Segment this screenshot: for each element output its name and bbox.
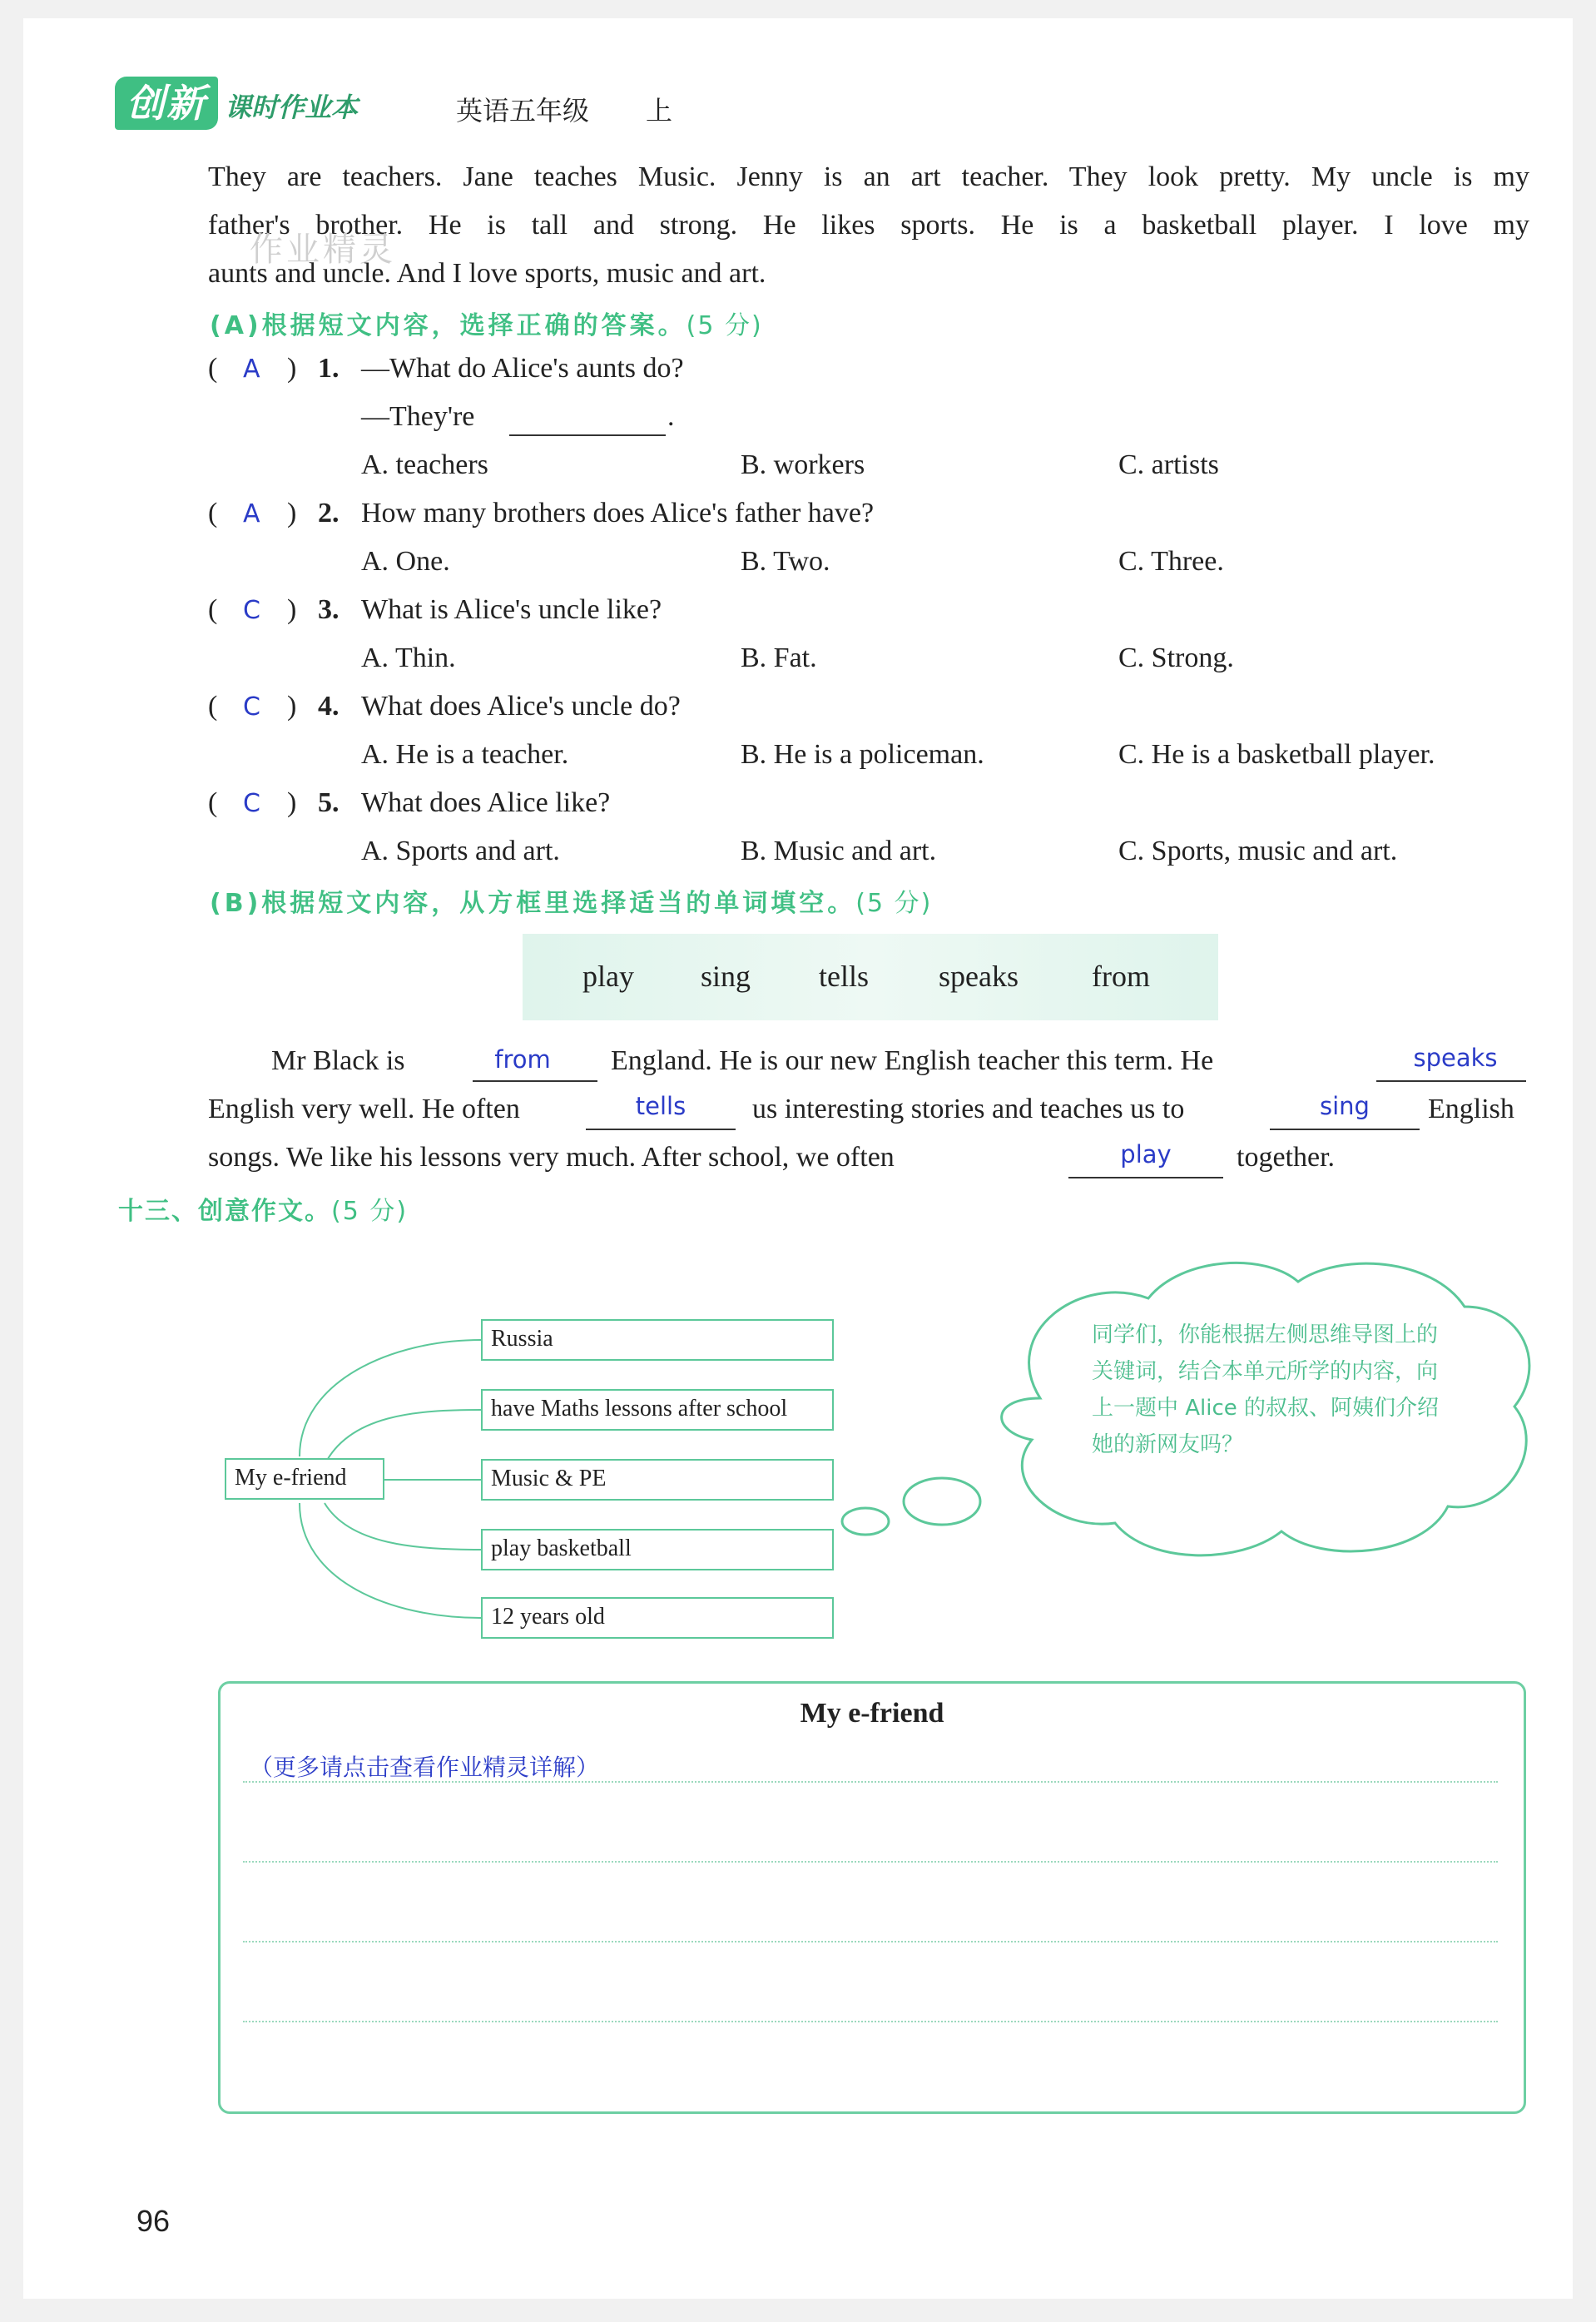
q3-option-c: C. Strong. [1118,643,1234,673]
answer-paren-close: ) [287,787,297,818]
blank-3-answer: tells [635,1092,686,1120]
passage-line-3: aunts and uncle. And I love sports, music and art. [208,258,766,289]
q2-option-a: A. One. [361,546,450,577]
q5-answer: C [243,789,260,818]
word-sing: sing [701,960,751,993]
q4-option-c: C. He is a basketball player. [1118,739,1435,770]
q4-answer: C [243,692,260,722]
q4-number: 4. [318,691,340,722]
watermark: 作业精灵 [250,231,396,269]
word-tells: tells [819,960,869,993]
q4-option-b: B. He is a policeman. [741,739,984,770]
q3-text: What is Alice's uncle like? [361,594,662,625]
q1-option-c: C. artists [1118,449,1219,480]
blank-4-answer: sing [1320,1092,1370,1120]
q3-option-a: A. Thin. [361,643,456,673]
cloze-line2-b: us interesting stories and teaches us to [752,1094,1185,1124]
blank-2-answer: speaks [1413,1044,1498,1072]
cloze-line3-b: together. [1237,1142,1336,1173]
q5-text: What does Alice like? [361,787,611,818]
q4-option-a: A. He is a teacher. [361,739,569,770]
writing-hint-link[interactable]: （更多请点击查看作业精灵详解） [250,1754,600,1781]
mindmap-branch-2: have Maths lessons after school [481,1389,834,1431]
section-b-heading-text: (B)根据短文内容，从方框里选择适当的单词填空。 [210,889,856,918]
answer-paren-close: ) [287,498,297,528]
section-13-heading-text: 十三、创意作文。 [118,1197,331,1226]
q3-answer: C [243,596,260,625]
mindmap-branch-5: 12 years old [481,1597,834,1639]
blank-1-answer: from [494,1045,551,1074]
q1-text: —What do Alice's aunts do? [361,353,684,384]
q1-option-a: A. teachers [361,449,488,480]
q2-number: 2. [318,498,340,528]
answer-paren-open: ( [208,353,218,384]
q5-number: 5. [318,787,340,818]
word-from: from [1092,960,1150,993]
mindmap-branch-3: Music & PE [481,1459,834,1501]
q2-option-b: B. Two. [741,546,830,577]
cloze-line2-c: English [1428,1094,1514,1124]
q1-option-b: B. workers [741,449,865,480]
writing-line [243,1941,1498,1942]
answer-paren-open: ( [208,787,218,818]
cloze-line1-b: England. He is our new English teacher this term. He [611,1045,1214,1076]
word-play: play [582,960,634,993]
answer-paren-close: ) [287,691,297,722]
answer-paren-open: ( [208,498,218,528]
q1-answer: A [243,355,260,384]
subject-title: 英语五年级 [456,95,590,127]
mindmap-center: My e-friend [225,1458,384,1500]
cloze-line1-a: Mr Black is [271,1045,405,1076]
answer-paren-close: ) [287,353,297,384]
passage-line-1: They are teachers. Jane teaches Music. Jenny is an art teacher. They look pretty. My uncle is my [208,161,1529,192]
q2-option-c: C. Three. [1118,546,1224,577]
writing-line [243,2021,1498,2022]
section-13-points: (5 分) [331,1197,409,1226]
q5-option-c: C. Sports, music and art. [1118,836,1398,866]
answer-paren-open: ( [208,594,218,625]
cloud-bubble-large [904,1478,980,1525]
cloze-line3-a: songs. We like his lessons very much. After school, we often [208,1142,895,1173]
answer-paren-open: ( [208,691,218,722]
writing-frame [218,1681,1526,2114]
word-speaks: speaks [939,960,1019,993]
volume-label: 上 [646,95,673,127]
page-number: 96 [136,2204,171,2238]
q3-number: 3. [318,594,340,625]
q4-text: What does Alice's uncle do? [361,691,681,722]
q3-option-b: B. Fat. [741,643,817,673]
cloud-bubble-small [842,1508,889,1535]
answer-paren-close: ) [287,594,297,625]
cloze-line2-a: English very well. He often [208,1094,520,1124]
q2-answer: A [243,499,260,528]
q1-text2: —They're [361,401,475,432]
mindmap-branch-4: play basketball [481,1529,834,1570]
q1-number: 1. [318,353,340,384]
brand-subtitle: 课时作业本 [225,92,359,123]
q1-text2-end: . [667,401,675,432]
q5-option-a: A. Sports and art. [361,836,560,866]
passage-line-2: father's brother. He is tall and strong. He likes sports. He is a basketball player. I love my [208,210,1529,241]
section-b-points: (5 分) [855,889,933,918]
writing-title: My e-friend [800,1698,944,1729]
q5-option-b: B. Music and art. [741,836,937,866]
section-a-heading-text: (A)根据短文内容，选择正确的答案。 [210,311,686,340]
q2-text: How many brothers does Alice's father have? [361,498,875,528]
mindmap-branch-1: Russia [481,1319,834,1361]
blank-5-answer: play [1120,1140,1172,1168]
cloud-prompt: 同学们，你能根据左侧思维导图上的关键词，结合本单元所学的内容，向上一题中 Alice 的叔叔、阿姨们介绍她的新网友吗？ [1092,1322,1440,1457]
writing-line [243,1781,1498,1783]
section-a-points: (5 分) [686,311,763,340]
writing-line [243,1861,1498,1863]
brand-text: 创新 [126,81,206,126]
